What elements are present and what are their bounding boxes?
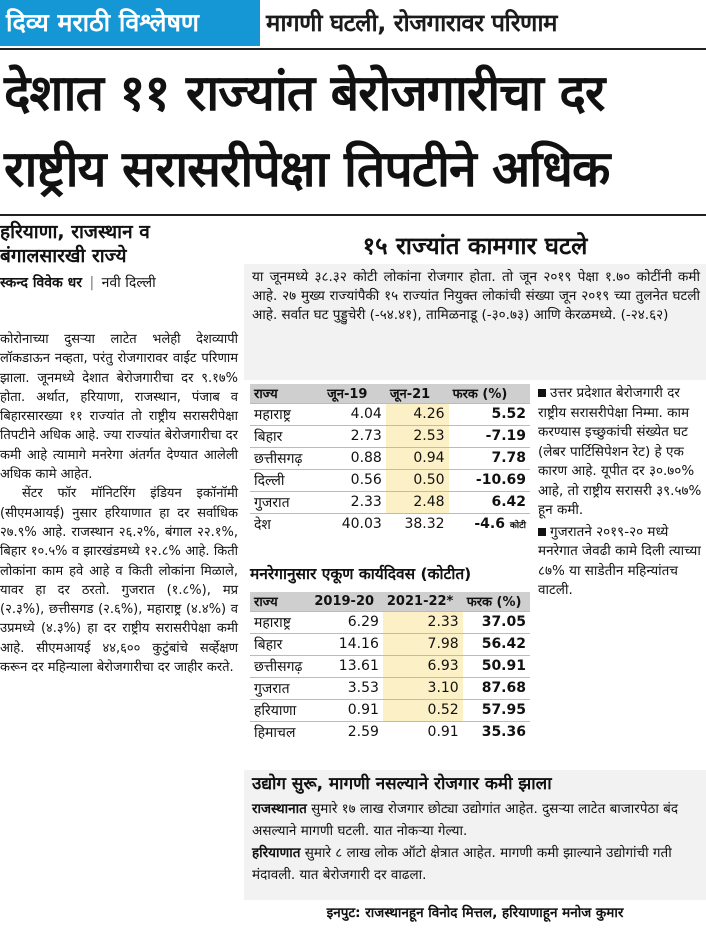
- value-cell: 2.33: [323, 491, 386, 513]
- value-cell: 0.94: [386, 447, 449, 469]
- value-cell: 4.26: [386, 403, 449, 425]
- table-row: [250, 447, 530, 469]
- input-credit: इनपुट: राजस्थानहून विनोद मित्तल, हरियाणाहून मनोज कुमार: [326, 905, 624, 921]
- diff-cell: 37.05: [463, 611, 530, 633]
- note-2-text: गुजरातने २०१९-२० मध्ये मनरेगात जेवढी कामे दिली त्याच्या ८७% या साडेतीन महिन्यांतच वाटली.: [538, 523, 701, 598]
- value-cell: 3.53: [310, 677, 383, 699]
- table-row: [250, 403, 530, 425]
- paragraph-text: सुमारे ८ लाख लोक ऑटो क्षेत्रात आहेत. मागणी कमी झाल्याने उद्योगांची गती मंदावली. यात बेरोजगारी दर वाढला.: [252, 845, 672, 883]
- value-cell: 0.52: [383, 699, 463, 721]
- section-1-intro: या जूनमध्ये ३८.३२ कोटी लोकांना रोजगार होता. तो जून २०१९ पेक्षा १.७० कोटींनी कमी आहे. २७ मुख्य राज्यांपैकी १५ राज्यांत नियुक्त लोकांची संख्या जून २०१९ च्या तुलनेत घटली आहे. सर्वात घट पुड्डुचेरी (-५४.४१), तामिळनाडू (-३०.७३) आणि केरळमध्ये. (-२४.६२): [252, 269, 700, 323]
- left-column: [0, 220, 238, 292]
- section-2-title: मनरेगानुसार एकूण कार्यदिवस (कोटीत): [250, 565, 472, 583]
- author-name: स्कन्द विवेक धर: [0, 275, 82, 291]
- table-row: [250, 491, 530, 513]
- paragraph-1: कोरोनाच्या दुसऱ्या लाटेत भलेही देशव्यापी लॉकडाऊन नव्हता, परंतु रोजगारावर वाईट परिणाम झाला. जूनमध्ये देशात बेरोजगारीचा दर ९.१७% होता. अर्थात, हरियाणा, राजस्थान, पंजाब व बिहारसारख्या ११ राज्यांत तो राष्ट्रीय सरासरीपेक्षा तिपटीने अधिक आहे. ज्या राज्यांत बेरोजगारीचा दर कमी आहे त्यामागे मनरेगा अंतर्गत देण्यात आलेली अधिक कामे आहेत.: [0, 332, 238, 483]
- value-cell: 14.16: [310, 633, 383, 655]
- diff-cell: 6.42: [449, 491, 530, 513]
- paragraph-2: सेंटर फॉर मॉनिटरिंग इंडियन इकॉनॉमी (सीएमआयई) नुसार हरियाणात हा दर सर्वाधिक २७.९% आहे. राजस्थान २६.२%, बंगाल २२.१%, बिहार १०.५% व झारखंडमध्ये १२.८% आहे. किती लोकांना काम हवे आहे व किती लोकांना मिळाले, यावर हा दर ठरतो. गुजरात (१.८%), मप्र (२.३%), छत्तीसगड (२.६%), महाराष्ट्र (४.४%) व उप्रमध्ये (४.३%) हा दर राष्ट्रीय सरासरीपेक्षा कमी आहे. सीएमआयई ४४,६०० कुटुंबांचे सर्व्हेक्षण करून दर महिन्याला बेरोजगारीचा दर जाहीर करते.: [0, 486, 238, 676]
- section-3-paragraph-1: [252, 798, 702, 842]
- square-bullet-icon: [538, 528, 546, 536]
- table-row: [250, 677, 530, 699]
- value-cell: 0.91: [383, 721, 463, 743]
- mgnrega-table: [250, 592, 530, 743]
- value-cell: 13.61: [310, 655, 383, 677]
- headline-line-1: देशात ११ राज्यांत बेरोजगारीचा दर: [4, 64, 605, 122]
- section-tag: दिव्य मराठी विश्लेषण: [0, 0, 260, 46]
- diff-cell: 56.42: [463, 633, 530, 655]
- table-row: [250, 425, 530, 447]
- section-3-body: [252, 798, 702, 886]
- table-row: [250, 721, 530, 743]
- diff-cell: 7.78: [449, 447, 530, 469]
- table-row: [250, 699, 530, 721]
- value-cell: 4.04: [323, 403, 386, 425]
- diff-cell: 35.36: [463, 721, 530, 743]
- value-cell: 0.88: [323, 447, 386, 469]
- square-bullet-icon: [538, 389, 546, 397]
- diff-cell: 57.95: [463, 699, 530, 721]
- state-cell: देश: [250, 513, 323, 535]
- state-label: हरियाणात: [252, 845, 301, 861]
- table-row: [250, 655, 530, 677]
- value-cell: 3.10: [383, 677, 463, 699]
- table-header-row: [250, 592, 530, 611]
- state-cell: गुजरात: [250, 677, 310, 699]
- state-cell: बिहार: [250, 425, 323, 447]
- paragraph-text: सुमारे १७ लाख रोजगार छोट्या उद्योगांत आहेत. दुसऱ्या लाटेत बाजारपेठा बंद असल्याने मागणी घटली. यात नोकऱ्या गेल्या.: [252, 801, 679, 839]
- unit-label: कोटी: [509, 521, 526, 532]
- byline: [0, 274, 238, 292]
- value-cell: 0.56: [323, 469, 386, 491]
- column-header: राज्य: [250, 592, 310, 611]
- value-cell: 0.91: [310, 699, 383, 721]
- table-row: [250, 611, 530, 633]
- column-header: फरक (%): [463, 592, 530, 611]
- value-cell: 2.73: [323, 425, 386, 447]
- article-body: [0, 330, 238, 677]
- state-cell: बिहार: [250, 633, 310, 655]
- diff-cell: -10.69: [449, 469, 530, 491]
- value-cell: 6.93: [383, 655, 463, 677]
- section-3-paragraph-2: [252, 842, 702, 886]
- value-cell: 38.32: [386, 513, 449, 535]
- section-3-title: उद्योग सुरू, मागणी नसल्याने रोजगार कमी झाला: [252, 774, 552, 794]
- diff-cell: -7.19: [449, 425, 530, 447]
- side-notes: [538, 384, 704, 603]
- note-2: [538, 523, 704, 601]
- top-banner: [0, 0, 706, 46]
- state-cell: हरियाणा: [250, 699, 310, 721]
- value-cell: 40.03: [323, 513, 386, 535]
- value-cell: 2.59: [310, 721, 383, 743]
- diff-cell: 87.68: [463, 677, 530, 699]
- column-header: जून-21: [386, 384, 449, 403]
- total-diff-value: -4.6: [474, 516, 505, 533]
- sub-headline: हरियाणा, राजस्थान व बंगालसारखी राज्ये: [0, 221, 150, 267]
- section-1-title: १५ राज्यांत कामगार घटले: [362, 232, 588, 260]
- diff-cell: [449, 513, 530, 535]
- state-label: राजस्थानात: [252, 801, 307, 817]
- headline-line-2: राष्ट्रीय सरासरीपेक्षा तिपटीने अधिक: [4, 140, 610, 198]
- table-total-row: [250, 513, 530, 535]
- value-cell: 6.29: [310, 611, 383, 633]
- divider: [0, 214, 706, 216]
- column-header: 2021-22*: [383, 592, 463, 611]
- state-cell: गुजरात: [250, 491, 323, 513]
- employment-table: [250, 384, 530, 535]
- column-header: फरक (%): [449, 384, 530, 403]
- table-row: [250, 469, 530, 491]
- state-cell: छत्तीसगढ़: [250, 447, 323, 469]
- note-1: [538, 384, 704, 521]
- diff-cell: 50.91: [463, 655, 530, 677]
- banner-title: मागणी घटली, रोजगारावर परिणाम: [266, 9, 557, 37]
- value-cell: 2.48: [386, 491, 449, 513]
- state-cell: महाराष्ट्र: [250, 403, 323, 425]
- value-cell: 2.33: [383, 611, 463, 633]
- table-header-row: [250, 384, 530, 403]
- value-cell: 2.53: [386, 425, 449, 447]
- column-header: 2019-20: [310, 592, 383, 611]
- table-row: [250, 633, 530, 655]
- divider: [0, 48, 706, 50]
- value-cell: 0.50: [386, 469, 449, 491]
- state-cell: दिल्ली: [250, 469, 323, 491]
- state-cell: महाराष्ट्र: [250, 611, 310, 633]
- note-1-text: उत्तर प्रदेशात बेरोजगारी दर राष्ट्रीय सरासरीपेक्षा निम्मा. काम करण्यास इच्छुकांची संख्येत घट (लेबर पार्टिसिपेशन रेट) हे एक कारण आहे. यूपीत दर ३०.७०% आहे, तो राष्ट्रीय सरासरी ३९.५७% हून कमी.: [538, 385, 702, 518]
- state-cell: हिमाचल: [250, 721, 310, 743]
- state-cell: छत्तीसगढ़: [250, 655, 310, 677]
- diff-cell: 5.52: [449, 403, 530, 425]
- column-header: राज्य: [250, 384, 323, 403]
- dateline-city: नवी दिल्ली: [101, 275, 156, 291]
- value-cell: 7.98: [383, 633, 463, 655]
- column-header: जून-19: [323, 384, 386, 403]
- byline-separator: |: [89, 275, 95, 291]
